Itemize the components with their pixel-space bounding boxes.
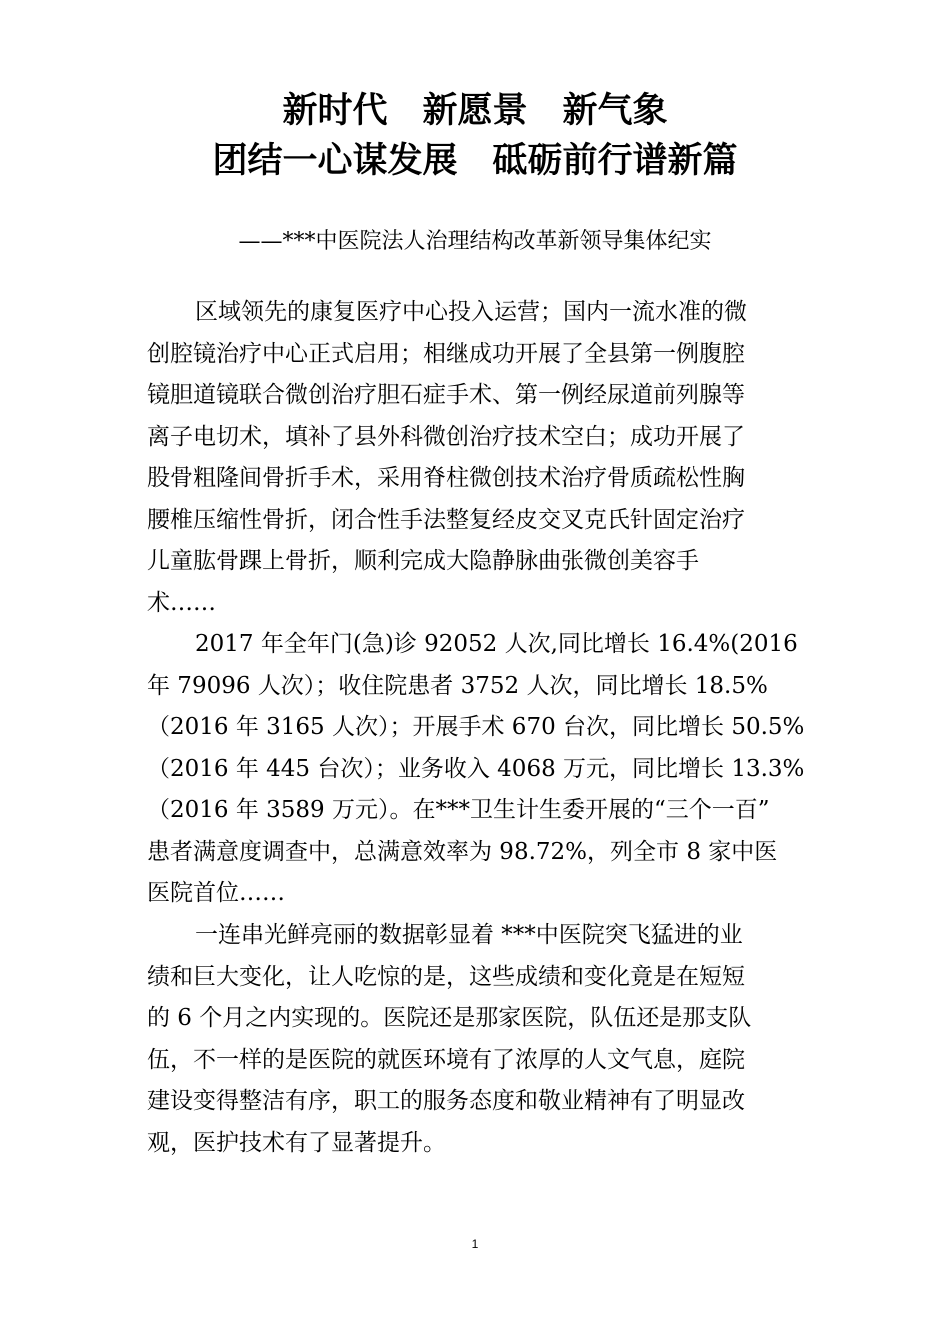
paragraph-line: 医院首位…… [147, 880, 285, 906]
page-number: 1 [471, 1237, 479, 1251]
paragraph-line: 腰椎压缩性骨折，闭合性手法整复经皮交叉克氏针固定治疗 [147, 506, 745, 533]
paragraph-line: （2016 年 3165 人次）；开展手术 670 台次，同比增长 50.5% [147, 714, 805, 740]
paragraph-line: 一连串光鲜亮丽的数据彰显着 ***中医院突飞猛进的业 [195, 922, 743, 948]
document-title-line-2: 团结一心谋发展 砥砺前行谱新篇 [212, 141, 738, 181]
document-subtitle: ——***中医院法人治理结构改革新领导集体纪实 [238, 229, 712, 254]
document-title-line-1: 新时代 新愿景 新气象 [282, 91, 668, 131]
paragraph-line: 儿童肱骨踝上骨折，顺利完成大隐静脉曲张微创美容手 [147, 548, 699, 574]
paragraph-line: 离子电切术，填补了县外科微创治疗技术空白；成功开展了 [147, 423, 745, 450]
paragraph-line: 伍，不一样的是医院的就医环境有了浓厚的人文气息，庭院 [147, 1046, 745, 1073]
paragraph-line: 的 6 个月之内实现的。医院还是那家医院，队伍还是那支队 [147, 1005, 752, 1031]
paragraph-line: 2017 年全年门(急)诊 92052 人次,同比增长 16.4%(2016 [195, 631, 798, 657]
paragraph-line: 年 79096 人次）；收住院患者 3752 人次，同比增长 18.5% [147, 672, 768, 699]
paragraph-line: 绩和巨大变化，让人吃惊的是，这些成绩和变化竟是在短短 [147, 963, 745, 990]
paragraph-line: 建设变得整洁有序，职工的服务态度和敬业精神有了明显改 [147, 1088, 745, 1114]
paragraph-line: 术…… [147, 589, 216, 616]
paragraph-line: 创腔镜治疗中心正式启用；相继成功开展了全县第一例腹腔 [147, 340, 745, 367]
paragraph-1 [147, 292, 812, 624]
paragraph-3 [147, 915, 812, 1164]
paragraph-2 [147, 624, 812, 915]
paragraph-line: 股骨粗隆间骨折手术，采用脊柱微创技术治疗骨质疏松性胸 [147, 465, 745, 491]
paragraph-line: 观，医护技术有了显著提升。 [147, 1129, 446, 1156]
paragraph-line: （2016 年 445 台次）；业务收入 4068 万元，同比增长 13.3% [147, 755, 805, 782]
paragraph-line: （2016 年 3589 万元）。在***卫生计生委开展的“三个一百” [147, 797, 770, 823]
paragraph-line: 镜胆道镜联合微创治疗胆石症手术、第一例经尿道前列腺等 [147, 382, 745, 408]
paragraph-line: 患者满意度调查中，总满意效率为 98.72%，列全市 8 家中医 [147, 838, 778, 865]
paragraph-line: 区域领先的康复医疗中心投入运营；国内一流水准的微 [195, 299, 747, 325]
